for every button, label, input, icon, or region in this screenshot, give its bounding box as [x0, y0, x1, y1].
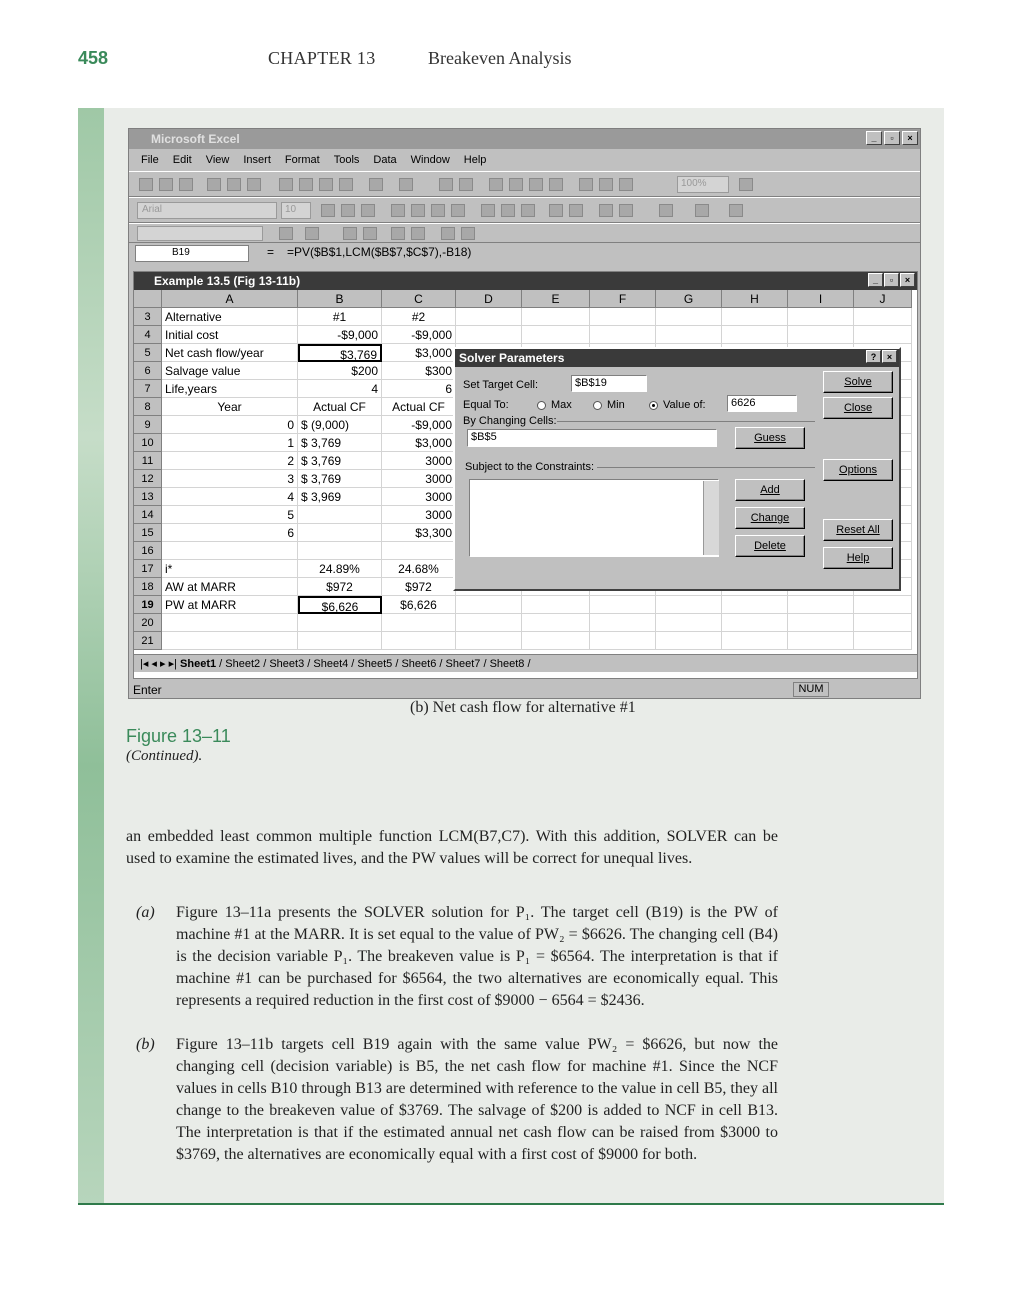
open-icon[interactable] — [159, 178, 173, 191]
empty-cell[interactable] — [522, 614, 590, 632]
tab-separator: / — [436, 658, 446, 670]
style-select[interactable] — [137, 226, 263, 241]
cell-a9[interactable]: 0 — [162, 416, 298, 434]
fill-color-icon[interactable] — [695, 204, 709, 217]
menu-item[interactable]: Edit — [172, 154, 192, 166]
row-header[interactable]: 3 — [134, 308, 162, 326]
cell-b15[interactable] — [298, 524, 382, 542]
changing-divider — [557, 421, 815, 422]
menu-item[interactable]: Help — [463, 154, 487, 166]
menu-item[interactable]: View — [205, 154, 230, 166]
cell-b11[interactable]: $ 3,769 — [298, 452, 382, 470]
copy-icon[interactable] — [299, 178, 313, 191]
sheet-tab[interactable]: Sheet6 — [401, 658, 437, 670]
percent-icon[interactable] — [501, 204, 515, 217]
workbook-title: Example 13.5 (Fig 13-11b) — [154, 274, 301, 288]
table-icon[interactable] — [391, 227, 405, 240]
formula-input[interactable]: =PV($B$1,LCM($B$7,$C$7),-B18) — [287, 245, 472, 259]
sheet-tab[interactable]: Sheet1 — [180, 658, 217, 670]
menu-item[interactable]: Format — [284, 154, 320, 166]
cell-c9[interactable]: -$9,000 — [382, 416, 456, 434]
add-button[interactable]: Add — [735, 479, 805, 501]
empty-cell[interactable] — [854, 596, 912, 614]
tab-separator: / — [348, 658, 358, 670]
wb-maximize-icon[interactable]: ▫ — [884, 273, 899, 287]
frame-icon[interactable] — [411, 227, 425, 240]
cell-b9[interactable]: $ (9,000) — [298, 416, 382, 434]
constraints-label: Subject to the Constraints: — [465, 461, 595, 473]
empty-cell[interactable] — [788, 308, 854, 326]
close-button[interactable]: Close — [823, 397, 893, 419]
sheet-tab[interactable]: Sheet8 — [489, 658, 525, 670]
autosum-icon[interactable] — [489, 178, 503, 191]
cell-c11[interactable]: 3000 — [382, 452, 456, 470]
tab-separator: / — [480, 658, 490, 670]
drawing-icon[interactable] — [619, 178, 633, 191]
sheet-tab[interactable]: Sheet3 — [269, 658, 305, 670]
cell-c21[interactable] — [382, 632, 456, 650]
cell-c5[interactable]: $3,000 — [382, 344, 456, 362]
cell-b17[interactable]: 24.89% — [298, 560, 382, 578]
wb-minimize-icon[interactable]: _ — [868, 273, 883, 287]
scenario-icon[interactable] — [441, 227, 455, 240]
cell-c19[interactable]: $6,626 — [382, 596, 456, 614]
print-icon[interactable] — [207, 178, 221, 191]
cell-a13[interactable]: 4 — [162, 488, 298, 506]
sheet-nav-icon[interactable]: |◂ ◂ ▸ ▸| — [140, 658, 181, 670]
cell-a20[interactable] — [162, 614, 298, 632]
column-header[interactable]: C — [382, 290, 456, 308]
cell-c16[interactable] — [382, 542, 456, 560]
column-header[interactable]: F — [590, 290, 656, 308]
row-header[interactable]: 6 — [134, 362, 162, 380]
menu-bar — [129, 149, 920, 171]
cell-c17[interactable]: 24.68% — [382, 560, 456, 578]
column-header[interactable]: B — [298, 290, 382, 308]
empty-cell[interactable] — [456, 614, 522, 632]
zoom-select[interactable]: 100% — [677, 176, 729, 193]
empty-cell[interactable] — [854, 326, 912, 344]
pointer-icon[interactable] — [305, 227, 319, 240]
empty-cell[interactable] — [522, 308, 590, 326]
solver-help-icon[interactable]: ? — [866, 350, 881, 363]
link-icon[interactable] — [461, 227, 475, 240]
min-label: Min — [607, 399, 625, 411]
set-target-input[interactable]: $B$19 — [571, 375, 647, 392]
empty-cell[interactable] — [722, 614, 788, 632]
equal-to-label: Equal To: — [463, 399, 509, 411]
options-button[interactable]: Options — [823, 459, 893, 481]
item-label: (a) — [136, 904, 155, 921]
cell-c10[interactable]: $3,000 — [382, 434, 456, 452]
borders-icon[interactable] — [659, 204, 673, 217]
column-header[interactable]: D — [456, 290, 522, 308]
value-of-label: Value of: — [663, 399, 706, 411]
empty-cell[interactable] — [722, 596, 788, 614]
sort-desc-icon[interactable] — [549, 178, 563, 191]
name-box[interactable]: B19 — [135, 245, 249, 262]
empty-cell[interactable] — [656, 596, 722, 614]
figure-continued: (Continued). — [126, 748, 203, 764]
cell-a16[interactable] — [162, 542, 298, 560]
column-header[interactable]: E — [522, 290, 590, 308]
figure-caption: (b) Net cash flow for alternative #1 — [410, 699, 636, 716]
item-text: Figure 13–11a presents the SOLVER solution for P₁. The target cell (B19) is the PW of machine #1 at the MARR. It is set equal to the value of PW₂ = $6626. The changing cell (B4) is the decision variable P₁. The breakeven value is P₁ = $6564. The interpretation is that if machine #1 can be purchased for $6564, the two alternatives are economically equal. This represents a required reduction in the first cost of $9000 − 6564 = $2436. — [176, 904, 778, 1009]
empty-cell[interactable] — [788, 596, 854, 614]
font-size-select[interactable]: 10 — [281, 202, 311, 219]
empty-cell[interactable] — [788, 326, 854, 344]
row-header[interactable]: 12 — [134, 470, 162, 488]
max-label: Max — [551, 399, 572, 411]
tab-separator: / — [392, 658, 402, 670]
row-header[interactable]: 11 — [134, 452, 162, 470]
sheet-tab[interactable]: Sheet7 — [445, 658, 481, 670]
cell-a7[interactable]: Life,years — [162, 380, 298, 398]
increase-indent-icon[interactable] — [619, 204, 633, 217]
hyperlink-icon[interactable] — [439, 178, 453, 191]
cell-c6[interactable]: $300 — [382, 362, 456, 380]
cell-a21[interactable] — [162, 632, 298, 650]
chapter-label: CHAPTER 13 — [268, 48, 376, 68]
max-radio[interactable] — [537, 401, 546, 410]
column-header[interactable]: J — [854, 290, 912, 308]
cell-a17[interactable]: i* — [162, 560, 298, 578]
menu-item[interactable]: Tools — [333, 154, 360, 166]
tab-separator: / — [524, 658, 531, 670]
empty-cell[interactable] — [656, 614, 722, 632]
margin-decoration — [78, 108, 104, 1204]
italic-icon[interactable] — [341, 204, 355, 217]
cut-icon[interactable] — [279, 178, 293, 191]
row-header[interactable]: 9 — [134, 416, 162, 434]
cell-b7[interactable]: 4 — [298, 380, 382, 398]
grid-icon[interactable] — [363, 227, 377, 240]
cell-b21[interactable] — [298, 632, 382, 650]
cell-a6[interactable]: Salvage value — [162, 362, 298, 380]
empty-cell[interactable] — [522, 596, 590, 614]
cell-a3[interactable]: Alternative — [162, 308, 298, 326]
list-item-a — [126, 902, 778, 1012]
font-name-select[interactable]: Arial — [137, 202, 277, 219]
cell-c13[interactable]: 3000 — [382, 488, 456, 506]
empty-cell[interactable] — [522, 632, 590, 650]
maximize-icon[interactable]: ▫ — [884, 131, 900, 145]
change-button[interactable]: Change — [735, 507, 805, 529]
status-bar — [129, 681, 920, 699]
row-header[interactable]: 13 — [134, 488, 162, 506]
cell-a5[interactable]: Net cash flow/year — [162, 344, 298, 362]
cell-c18[interactable]: $972 — [382, 578, 456, 596]
cell-c20[interactable] — [382, 614, 456, 632]
underline-icon[interactable] — [361, 204, 375, 217]
excel-titlebar — [129, 129, 920, 149]
save-icon[interactable] — [179, 178, 193, 191]
paste-icon[interactable] — [319, 178, 333, 191]
web-icon[interactable] — [459, 178, 473, 191]
empty-cell[interactable] — [722, 632, 788, 650]
set-target-label: Set Target Cell: — [463, 379, 539, 391]
delete-button[interactable]: Delete — [735, 535, 805, 557]
status-mode: Enter — [133, 683, 162, 697]
solver-titlebar — [455, 349, 899, 367]
empty-cell[interactable] — [590, 632, 656, 650]
empty-cell[interactable] — [854, 632, 912, 650]
formula-bar — [129, 243, 920, 263]
value-of-radio[interactable] — [649, 401, 658, 410]
column-header[interactable]: H — [722, 290, 788, 308]
changing-cells-input[interactable]: $B$5 — [467, 429, 717, 447]
increase-decimal-icon[interactable] — [549, 204, 563, 217]
row-header[interactable]: 5 — [134, 344, 162, 362]
trace-icon[interactable] — [279, 227, 293, 240]
empty-cell[interactable] — [456, 326, 522, 344]
workbook-titlebar — [134, 272, 917, 290]
cell-c14[interactable]: 3000 — [382, 506, 456, 524]
constraints-scrollbar[interactable] — [703, 481, 719, 555]
empty-cell[interactable] — [522, 326, 590, 344]
cell-a18[interactable]: AW at MARR — [162, 578, 298, 596]
cell-c15[interactable]: $3,300 — [382, 524, 456, 542]
cell-a14[interactable]: 5 — [162, 506, 298, 524]
empty-cell[interactable] — [590, 308, 656, 326]
cell-b19[interactable]: $6,626 — [298, 596, 382, 614]
cell-c3[interactable]: #2 — [382, 308, 456, 326]
sort-asc-icon[interactable] — [529, 178, 543, 191]
font-color-icon[interactable] — [729, 204, 743, 217]
menu-item[interactable]: Data — [373, 154, 397, 166]
cell-a10[interactable]: 1 — [162, 434, 298, 452]
undo-icon[interactable] — [369, 178, 383, 191]
num-lock-indicator: NUM — [793, 682, 829, 697]
align-center-icon[interactable] — [411, 204, 425, 217]
form-icon[interactable] — [343, 227, 357, 240]
row-header[interactable]: 15 — [134, 524, 162, 542]
min-radio[interactable] — [593, 401, 602, 410]
item-label: (b) — [136, 1036, 155, 1053]
standard-toolbar — [129, 171, 920, 197]
value-of-input[interactable]: 6626 — [727, 395, 797, 412]
cell-b4[interactable]: -$9,000 — [298, 326, 382, 344]
formula-equals-icon[interactable]: = — [267, 245, 275, 259]
empty-cell[interactable] — [590, 326, 656, 344]
align-left-icon[interactable] — [391, 204, 405, 217]
chapter-title: Breakeven Analysis — [428, 48, 572, 68]
empty-cell[interactable] — [456, 308, 522, 326]
item-text: Figure 13–11b targets cell B19 again with the same value PW₂ = $6626, but now the changing cell (decision variable) is B5, the net cash flow for machine #1. Since the NCF values in cells B10 through B13 are determined with reference to the value in cell B5, they all change to the breakeven value of $3769. The salvage of $200 is added to NCF in cell B13. The interpretation is that if the estimated annual net cash flow can be raised from $3000 to $3769, the alternatives are economically equal with a first cost of $9000 for both. — [176, 1036, 778, 1163]
solver-close-icon[interactable]: × — [882, 350, 897, 363]
close-icon[interactable]: × — [902, 131, 918, 145]
intro-paragraph: an embedded least common multiple function LCM(B7,C7). With this addition, SOLVER can be used to examine the estimated lives, and the PW values will be correct for unequal lives. — [126, 828, 778, 867]
empty-cell[interactable] — [590, 614, 656, 632]
solver-dialog — [453, 347, 901, 591]
empty-cell[interactable] — [656, 326, 722, 344]
row-header[interactable]: 7 — [134, 380, 162, 398]
list-item-b — [126, 1034, 778, 1166]
row-header[interactable]: 8 — [134, 398, 162, 416]
spell-icon[interactable] — [247, 178, 261, 191]
cell-b3[interactable]: #1 — [298, 308, 382, 326]
cell-b6[interactable]: $200 — [298, 362, 382, 380]
empty-cell[interactable] — [722, 326, 788, 344]
tab-separator: / — [304, 658, 314, 670]
row-header[interactable]: 18 — [134, 578, 162, 596]
cell-a15[interactable]: 6 — [162, 524, 298, 542]
page-number: 458 — [78, 48, 109, 68]
comma-icon[interactable] — [521, 204, 535, 217]
cell-b5[interactable]: $3,769 — [298, 344, 382, 362]
formatting-toolbar — [129, 197, 920, 223]
cell-b20[interactable] — [298, 614, 382, 632]
column-header[interactable]: A — [162, 290, 298, 308]
cell-b8[interactable]: Actual CF — [298, 398, 382, 416]
row-header[interactable]: 14 — [134, 506, 162, 524]
cell-c7[interactable]: 6 — [382, 380, 456, 398]
empty-cell[interactable] — [722, 308, 788, 326]
decrease-decimal-icon[interactable] — [569, 204, 583, 217]
format-painter-icon[interactable] — [339, 178, 353, 191]
constraints-divider — [597, 467, 815, 468]
cell-a12[interactable]: 3 — [162, 470, 298, 488]
empty-cell[interactable] — [456, 596, 522, 614]
guess-button[interactable]: Guess — [735, 427, 805, 449]
cell-b10[interactable]: $ 3,769 — [298, 434, 382, 452]
menu-item[interactable]: Insert — [243, 154, 271, 166]
map-icon[interactable] — [599, 178, 613, 191]
empty-cell[interactable] — [854, 308, 912, 326]
column-header[interactable]: G — [656, 290, 722, 308]
changing-cells-label: By Changing Cells: — [463, 415, 557, 427]
empty-cell[interactable] — [656, 632, 722, 650]
sheet-tab[interactable]: Sheet2 — [225, 658, 261, 670]
merge-center-icon[interactable] — [451, 204, 465, 217]
figure-label: Figure 13–11 — [126, 726, 231, 746]
cell-a4[interactable]: Initial cost — [162, 326, 298, 344]
row-header[interactable]: 19 — [134, 596, 162, 614]
empty-cell[interactable] — [788, 632, 854, 650]
preview-icon[interactable] — [227, 178, 241, 191]
new-icon[interactable] — [139, 178, 153, 191]
menu-item[interactable]: File — [141, 154, 159, 166]
constraints-list[interactable] — [469, 479, 719, 557]
column-header[interactable]: I — [788, 290, 854, 308]
select-all-corner[interactable] — [134, 290, 162, 308]
solve-button[interactable]: Solve — [823, 371, 893, 393]
wb-close-icon[interactable]: × — [900, 273, 915, 287]
cell-b14[interactable] — [298, 506, 382, 524]
cell-a8[interactable]: Year — [162, 398, 298, 416]
excel-window — [128, 128, 921, 699]
decrease-indent-icon[interactable] — [599, 204, 613, 217]
cell-a19[interactable]: PW at MARR — [162, 596, 298, 614]
auditing-toolbar — [129, 223, 920, 243]
tab-separator: / — [260, 658, 270, 670]
function-icon[interactable] — [509, 178, 523, 191]
row-header[interactable]: 20 — [134, 614, 162, 632]
solver-title: Solver Parameters — [459, 351, 565, 365]
bold-icon[interactable] — [321, 204, 335, 217]
section-rule — [78, 1203, 944, 1205]
reset-all-button[interactable]: Reset All — [823, 519, 893, 541]
chart-wizard-icon[interactable] — [579, 178, 593, 191]
empty-cell[interactable] — [590, 596, 656, 614]
empty-cell[interactable] — [456, 632, 522, 650]
cell-b16[interactable] — [298, 542, 382, 560]
cell-c8[interactable]: Actual CF — [382, 398, 456, 416]
sheet-tab[interactable]: Sheet4 — [313, 658, 349, 670]
minimize-icon[interactable]: _ — [866, 131, 882, 145]
cell-b12[interactable]: $ 3,769 — [298, 470, 382, 488]
sheet-tabs — [134, 654, 917, 672]
empty-cell[interactable] — [854, 614, 912, 632]
row-header[interactable]: 17 — [134, 560, 162, 578]
app-title: Microsoft Excel — [151, 132, 240, 146]
row-header[interactable]: 4 — [134, 326, 162, 344]
empty-cell[interactable] — [788, 614, 854, 632]
empty-cell[interactable] — [656, 308, 722, 326]
help-button[interactable]: Help — [823, 547, 893, 569]
cell-a11[interactable]: 2 — [162, 452, 298, 470]
cell-c12[interactable]: 3000 — [382, 470, 456, 488]
menu-item[interactable]: Window — [410, 154, 450, 166]
help-icon[interactable] — [739, 178, 753, 191]
cell-c4[interactable]: -$9,000 — [382, 326, 456, 344]
cell-b13[interactable]: $ 3,969 — [298, 488, 382, 506]
redo-icon[interactable] — [399, 178, 413, 191]
row-header[interactable]: 16 — [134, 542, 162, 560]
align-right-icon[interactable] — [431, 204, 445, 217]
row-header[interactable]: 10 — [134, 434, 162, 452]
currency-icon[interactable] — [481, 204, 495, 217]
tab-separator: / — [216, 658, 226, 670]
sheet-tab[interactable]: Sheet5 — [357, 658, 393, 670]
row-header[interactable]: 21 — [134, 632, 162, 650]
cell-b18[interactable]: $972 — [298, 578, 382, 596]
